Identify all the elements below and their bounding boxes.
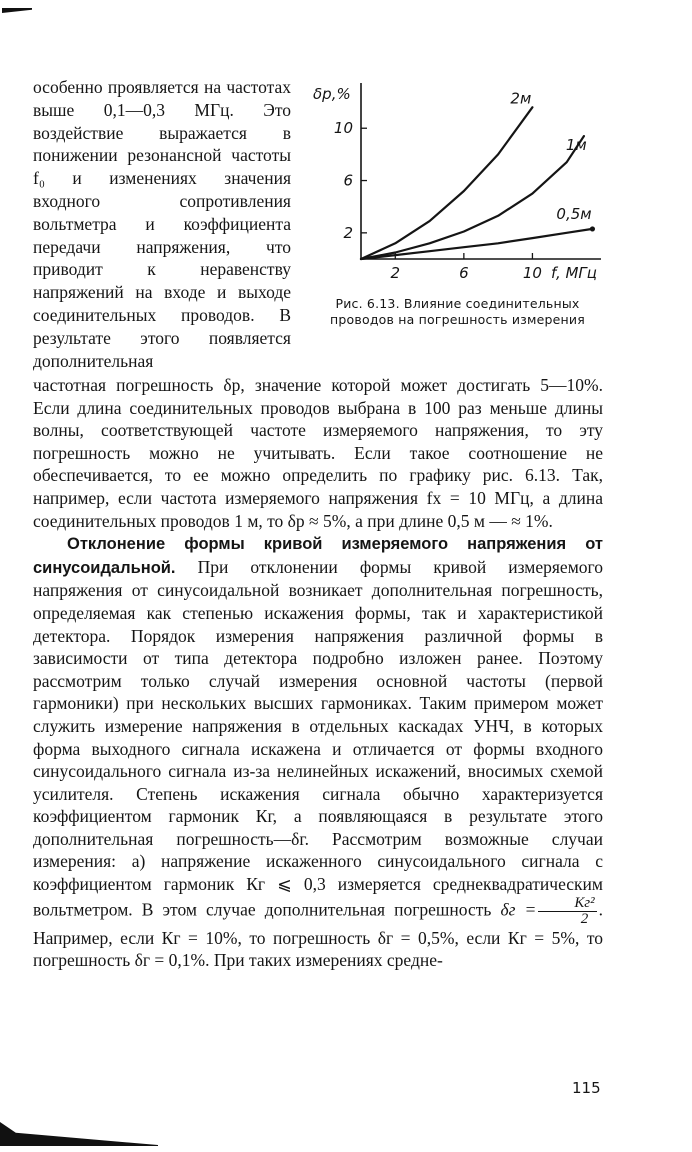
figure-caption: Рис. 6.13. Влияние соединительных проводов на погрешность измерения [330,296,585,327]
formula-numerator: Кг² [538,896,596,912]
chart-svg [305,72,610,292]
section-tail: . Например, если Кг = 10%, то погрешность δг = 0,5%, если Кг = 5%, то погрешность δг = 0,1%. При таких измерениях средне- [33,899,604,971]
continuation-paragraph: частотная погрешность δр, значение которой может достигать 5—10%. Если длина соединительных проводов выбрана в 100 раз меньше длины волны, соответствующей частоте измеряемого напряжения, то эту погрешность можно не учитывать. Если такое соотношение не обеспечивается, то ее можно определить по графику рис. 6.13. Так, например, если частота измеряемого напряжения fx = 10 МГц, а длина соединительных проводов 1 м, то δр ≈ 5%, а при длине 0,5 м — ≈ 1%. [33,375,603,531]
section-paragraph [33,532,603,972]
chart-lines [361,107,595,259]
body-text [33,374,603,972]
x-axis-label: f, МГц [550,264,597,282]
series-line [361,107,532,259]
chart-labels [313,85,597,282]
scan-edge-mark-bottom [0,1122,158,1146]
x-tick-label: 2 [390,264,401,282]
series-line [361,136,584,259]
formula-lhs: δг = [500,899,537,920]
page-number: 115 [572,1079,601,1097]
series-label: 1м [565,136,587,155]
intro-paragraph: особенно проявляется на частотах выше 0,1—0,3 МГц. Это воздействие выражается в понижении резонансной частоты f₀ и изменениях значения входного сопротивления вольтметра и коэффициента передачи напряжения, что приводит к неравенству напряжений на входе и выходе соединительных проводов. В результате этого появляется дополнительная [33,77,291,371]
scan-edge-mark-top [2,8,32,13]
section-text: При отклонении формы кривой измеряемого напряжения от синусоидальной возникает дополнительная погрешность, определяемая как степенью искажения формы, так и характеристикой детектора. Порядок измерения напряжения различной формы в зависимости от типа детектора подробно изложен ранее. Поэтому рассмотрим только случай измерения основной частоты (первой гармоники) при нескольких высших гармониках. Таким примером может служить измерение напряжения в отдельных каскадах УНЧ, в которых форма выходного сигнала искажена и отличается от формы входного синусоидального сигнала из-за нелинейных искажений, вносимых схемой усилителя. Степень искажения сигнала обычно характеризуется коэффициентом гармоник Кг, а появляющаяся в результате этого дополнительная погрешность—δг. Рассмотрим возможные случаи измерения: а) напряжение искаженного синусоидального сигнала с коэффициентом гармоник Кг ⩽ 0,3 измеряется среднеквадратическим вольтметром. В этом случае дополнительная погрешность [33,556,604,920]
formula-denominator: 2 [580,910,589,927]
series-end-point [590,226,595,231]
y-tick-label: 10 [333,119,353,138]
x-tick-label: 6 [459,264,469,282]
x-tick-label: 10 [522,264,542,282]
series-label: 2м [510,89,532,108]
section-heading: Отклонение формы кривой измеряемого напряжения от синусоидальной. [33,535,603,577]
y-tick-label: 2 [343,223,353,242]
y-axis-label: δр,% [313,85,351,103]
y-tick-label: 6 [343,171,353,190]
series-label: 0,5м [556,204,592,223]
formula-fraction [538,896,596,927]
